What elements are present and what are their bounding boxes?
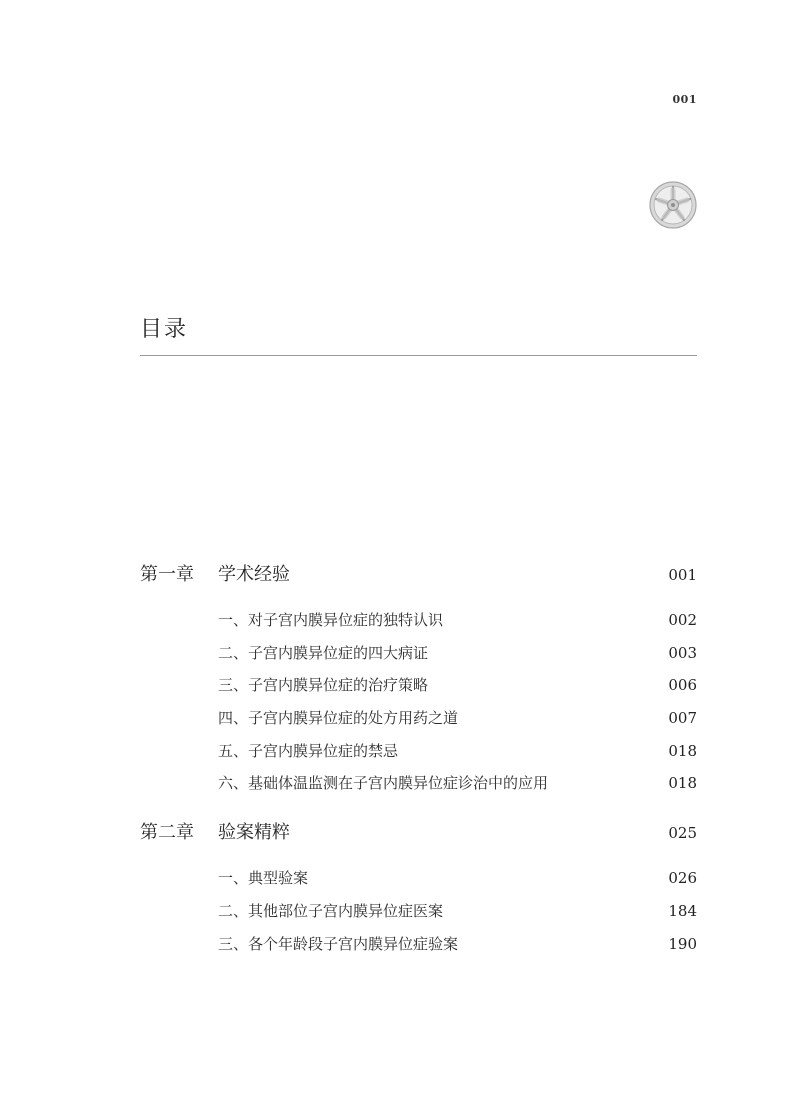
chapter-heading[interactable] <box>140 560 697 590</box>
toc-entry[interactable] <box>140 669 697 702</box>
chapter-title: 学术经验 <box>218 564 290 585</box>
toc-entry-title: 二、其他部位子宫内膜异位症医案 <box>218 901 444 920</box>
chapter-heading[interactable] <box>140 818 697 848</box>
toc-entry-page: 006 <box>668 676 697 695</box>
chapter-1 <box>140 560 697 800</box>
toc-entry[interactable] <box>140 767 697 800</box>
toc-entry-title: 五、子宫内膜异位症的禁忌 <box>218 741 399 760</box>
chapter-number: 第二章 <box>140 822 194 844</box>
toc-entry-title: 六、基础体温监测在子宫内膜异位症诊治中的应用 <box>218 774 549 793</box>
toc-entry-page: 003 <box>668 643 697 662</box>
title-divider <box>140 355 697 356</box>
toc-entry-title: 一、典型验案 <box>218 869 309 888</box>
toc-entry-title: 三、各个年龄段子宫内膜异位症验案 <box>218 934 459 953</box>
chapter-number: 第一章 <box>140 564 194 585</box>
wheel-emblem-icon <box>649 181 697 229</box>
chapter-title: 验案精粹 <box>218 822 290 844</box>
toc-entry[interactable] <box>140 895 697 928</box>
toc-entry[interactable] <box>140 702 697 735</box>
toc-entry-page: 007 <box>668 709 697 728</box>
chapter-page: 025 <box>668 824 697 843</box>
toc-entry-title: 四、子宫内膜异位症的处方用药之道 <box>218 709 459 728</box>
toc-entry-title: 二、子宫内膜异位症的四大病证 <box>218 643 429 662</box>
toc-entry[interactable] <box>140 735 697 768</box>
chapter-2 <box>140 818 697 960</box>
chapter-page: 001 <box>668 566 697 584</box>
toc-entry-page: 184 <box>668 901 697 920</box>
table-of-contents <box>140 560 697 978</box>
toc-title: 目录 <box>140 317 189 342</box>
toc-entry-page: 190 <box>668 934 697 953</box>
toc-entry-title: 一、对子宫内膜异位症的独特认识 <box>218 611 444 629</box>
toc-entry[interactable] <box>140 637 697 670</box>
toc-entry[interactable] <box>140 604 697 637</box>
toc-entry-page: 026 <box>668 869 697 888</box>
toc-entry-page: 002 <box>668 611 697 629</box>
toc-entry-page: 018 <box>668 774 697 793</box>
page-number: 001 <box>672 93 697 106</box>
toc-entry-title: 三、子宫内膜异位症的治疗策略 <box>218 676 429 695</box>
toc-entry[interactable] <box>140 928 697 961</box>
toc-entry[interactable] <box>140 862 697 895</box>
toc-entry-page: 018 <box>668 741 697 760</box>
